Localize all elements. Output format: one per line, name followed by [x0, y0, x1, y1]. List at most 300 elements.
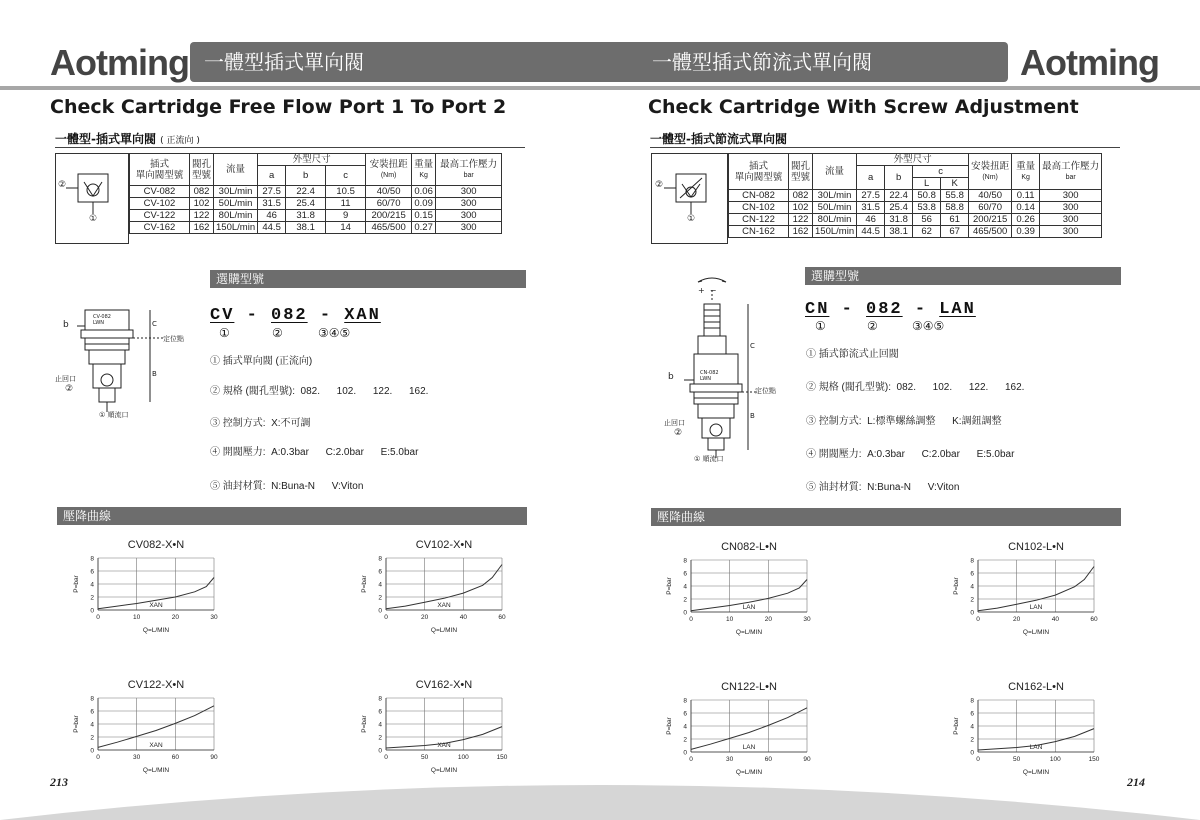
cell: 46 — [857, 214, 885, 226]
subtitle-left-text: 一體型-插式單向閥 — [55, 132, 156, 146]
spec-table-left — [129, 153, 502, 234]
chart-title: CN102-L•N — [1008, 541, 1064, 553]
table-row — [130, 186, 502, 198]
valve-symbol-right — [651, 153, 728, 244]
chart-title: CN162-L•N — [1008, 681, 1064, 693]
valve-drawing-left — [55, 300, 205, 430]
cell: 25.4 — [286, 198, 326, 210]
th-b: b — [885, 166, 913, 190]
th-pressure-text: 最高工作壓力 — [1042, 160, 1100, 172]
series-label: XAN — [437, 602, 451, 609]
cell: 300 — [1040, 202, 1102, 214]
subtitle-rule-right — [650, 147, 1120, 148]
cell: 102 — [190, 198, 214, 210]
table-row — [729, 202, 1102, 214]
drawing-b-label: b — [668, 372, 674, 382]
y-tick-label: 6 — [378, 568, 382, 576]
cell: 60/70 — [366, 198, 412, 210]
th-weight-text: 重量 — [414, 158, 434, 170]
x-tick-label: 20 — [1013, 616, 1021, 623]
cell: 60/70 — [969, 202, 1012, 214]
drawing-c-label: C — [152, 320, 157, 328]
th-weight — [412, 154, 436, 186]
y-tick-label: 2 — [683, 736, 687, 744]
x-tick-label: 30 — [210, 614, 218, 621]
cell: 150L/min — [813, 226, 857, 238]
y-tick-label: 6 — [683, 710, 687, 718]
cell: CV-162 — [130, 222, 190, 234]
x-tick-label: 40 — [459, 614, 467, 621]
x-tick-label: 50 — [1013, 756, 1021, 763]
symbol-port-1: ① — [687, 214, 696, 224]
x-tick-label: 40 — [1051, 616, 1059, 623]
y-tick-label: 8 — [90, 555, 94, 563]
chart-svg — [60, 676, 235, 776]
th-c: c — [326, 166, 366, 186]
order-code-left: CV - 082 - XAN — [210, 306, 381, 325]
x-tick-label: 30 — [133, 754, 141, 761]
cell: 0.27 — [412, 222, 436, 234]
th-torque — [969, 154, 1012, 190]
th-hole — [789, 154, 813, 190]
drawing-pos-label: 定位點 — [163, 335, 184, 343]
th-hole-text: 閥孔 型號 — [192, 158, 212, 181]
x-axis-label: Q=L/MIN — [735, 769, 763, 776]
th-hole — [190, 154, 214, 186]
y-axis-label: P=bar — [73, 575, 80, 593]
chart-title: CV082-X•N — [127, 539, 185, 551]
y-tick-label: 0 — [970, 749, 974, 757]
cell: 300 — [436, 222, 502, 234]
th-a: a — [857, 166, 885, 190]
cell: 44.5 — [857, 226, 885, 238]
th-pressure-text: 最高工作壓力 — [440, 158, 498, 170]
drawing-b-label: b — [63, 320, 69, 330]
cell: CV-082 — [130, 186, 190, 198]
th-pressure — [1040, 154, 1102, 190]
table-row — [130, 210, 502, 222]
cell: 67 — [941, 226, 969, 238]
valve-drawing-right — [660, 272, 805, 467]
cell: 31.5 — [258, 198, 286, 210]
x-tick-label: 60 — [764, 756, 772, 763]
x-tick-label: 100 — [457, 754, 469, 761]
pressure-curve-chart — [653, 538, 828, 638]
y-tick-label: 2 — [378, 594, 382, 602]
cell: 80L/min — [214, 210, 258, 222]
cell: 31.8 — [885, 214, 913, 226]
page-number-right: 214 — [1127, 775, 1145, 789]
code-part-3: XAN — [344, 306, 381, 325]
cell: 300 — [1040, 190, 1102, 202]
y-tick-label: 4 — [683, 723, 687, 731]
cell: 300 — [1040, 214, 1102, 226]
th-torque-unit: (Nm) — [380, 171, 397, 179]
banner-right — [600, 42, 1008, 82]
y-tick-label: 2 — [378, 734, 382, 742]
cell: 46 — [258, 210, 286, 222]
cell: 9 — [326, 210, 366, 222]
cell: 27.5 — [857, 190, 885, 202]
th-pressure — [436, 154, 502, 186]
x-axis-label: Q=L/MIN — [142, 627, 170, 634]
pressure-curve-chart — [60, 676, 235, 776]
chart-title: CN082-L•N — [721, 541, 777, 553]
valve-symbol-left — [55, 153, 129, 244]
cell: 44.5 — [258, 222, 286, 234]
x-tick-label: 0 — [976, 616, 980, 623]
chart-svg — [348, 676, 523, 776]
cell: 0.14 — [1012, 202, 1040, 214]
page-number-left: 213 — [50, 775, 68, 789]
option-line-4: ④ 開閥壓力: A:0.3bar C:2.0bar E:5.0bar — [210, 447, 419, 458]
y-axis-label: P=bar — [953, 577, 960, 595]
cell: 200/215 — [969, 214, 1012, 226]
x-tick-label: 0 — [689, 756, 693, 763]
curve-header-right: 壓降曲線 — [651, 508, 1121, 526]
cell: 31.8 — [286, 210, 326, 222]
chart-svg — [348, 536, 523, 636]
cell: 10.5 — [326, 186, 366, 198]
y-tick-label: 4 — [970, 583, 974, 591]
drawing-stamp: CN-082 LWN — [700, 370, 719, 382]
x-tick-label: 60 — [498, 614, 506, 621]
symbol-port-2: ② — [58, 180, 67, 190]
subtitle-left-note: ( 正流向 ) — [160, 136, 200, 146]
pressure-curve-chart — [60, 536, 235, 636]
y-tick-label: 4 — [90, 721, 94, 729]
y-tick-label: 4 — [378, 721, 382, 729]
cell: 40/50 — [366, 186, 412, 198]
y-tick-label: 8 — [378, 555, 382, 563]
cell: 082 — [789, 190, 813, 202]
cell: CN-122 — [729, 214, 789, 226]
cell: CV-102 — [130, 198, 190, 210]
y-tick-label: 0 — [683, 749, 687, 757]
cell: 50L/min — [813, 202, 857, 214]
cartridge-drawing-icon — [55, 300, 205, 430]
curve-header-left: 壓降曲線 — [57, 507, 527, 525]
order-code-right: CN - 082 - LAN — [805, 300, 976, 319]
y-tick-label: 8 — [683, 557, 687, 565]
x-tick-label: 50 — [421, 754, 429, 761]
table-row — [729, 226, 1102, 238]
option-line-1: ① 插式節流式止回閥 — [806, 349, 899, 360]
x-tick-label: 60 — [171, 754, 179, 761]
y-tick-label: 2 — [683, 596, 687, 604]
cell: 55.8 — [941, 190, 969, 202]
option-line-4: ④ 開閥壓力: A:0.3bar C:2.0bar E:5.0bar — [806, 449, 1015, 460]
y-tick-label: 0 — [970, 609, 974, 617]
drawing-port1-label: ① 順流口 — [694, 455, 724, 463]
symbol-port-1: ① — [89, 214, 98, 224]
drawing-stop-label: 止回口 — [664, 419, 685, 427]
cell: 38.1 — [885, 226, 913, 238]
th-model-text: 插式 單向閥型號 — [734, 160, 783, 183]
pressure-curve-chart — [348, 676, 523, 776]
page-title-left: Check Cartridge Free Flow Port 1 To Port 2 — [50, 96, 507, 118]
drawing-a-label: B — [750, 412, 755, 420]
x-axis-label: Q=L/MIN — [430, 627, 458, 634]
th-hole-text: 閥孔 型號 — [791, 160, 811, 183]
cell: 38.1 — [286, 222, 326, 234]
x-tick-label: 20 — [421, 614, 429, 621]
y-tick-label: 0 — [90, 747, 94, 755]
th-model-text: 插式 單向閥型號 — [135, 158, 184, 181]
cell: 58.8 — [941, 202, 969, 214]
select-header-left: 選購型號 — [210, 270, 526, 288]
check-valve-symbol-icon — [56, 154, 128, 243]
cell: 0.06 — [412, 186, 436, 198]
option-line-3: ③ 控制方式: X:不可調 — [210, 418, 311, 429]
y-tick-label: 4 — [378, 581, 382, 589]
cell: 62 — [913, 226, 941, 238]
cell: 102 — [789, 202, 813, 214]
cell: 300 — [1040, 226, 1102, 238]
series-label: XAN — [149, 602, 163, 609]
banner-right-text: 一體型插式節流式單向閥 — [652, 50, 872, 74]
throttle-check-valve-symbol-icon — [652, 154, 727, 243]
y-axis-label: P=bar — [953, 717, 960, 735]
y-tick-label: 4 — [970, 723, 974, 731]
pressure-curve-chart — [653, 678, 828, 778]
cell: 25.4 — [885, 202, 913, 214]
cell: 465/500 — [366, 222, 412, 234]
cell: CN-102 — [729, 202, 789, 214]
cell: 61 — [941, 214, 969, 226]
series-label: LAN — [742, 744, 756, 751]
y-tick-label: 4 — [90, 581, 94, 589]
th-b: b — [286, 166, 326, 186]
y-tick-label: 6 — [378, 708, 382, 716]
x-axis-label: Q=L/MIN — [142, 767, 170, 774]
drawing-pos-label: 定位點 — [755, 387, 776, 395]
th-model — [130, 154, 190, 186]
y-axis-label: P=bar — [361, 715, 368, 733]
cell: 53.8 — [913, 202, 941, 214]
cell: 122 — [789, 214, 813, 226]
table-row — [729, 214, 1102, 226]
cell: 11 — [326, 198, 366, 210]
y-tick-label: 8 — [90, 695, 94, 703]
cell: 31.5 — [857, 202, 885, 214]
cell: 300 — [436, 210, 502, 222]
chart-title: CV102-X•N — [415, 539, 473, 551]
th-dims: 外型尺寸 — [857, 154, 969, 166]
cell: CN-082 — [729, 190, 789, 202]
drawing-a-label: B — [152, 370, 157, 378]
chart-title: CN122-L•N — [721, 681, 777, 693]
cell: 200/215 — [366, 210, 412, 222]
cell: 150L/min — [214, 222, 258, 234]
y-tick-label: 0 — [90, 607, 94, 615]
code-num-2: ② — [867, 319, 878, 333]
cell: 80L/min — [813, 214, 857, 226]
cell: 56 — [913, 214, 941, 226]
brand-logo-left: Aotming — [50, 42, 189, 83]
y-tick-label: 2 — [970, 596, 974, 604]
y-axis-label: P=bar — [361, 575, 368, 593]
th-pressure-unit: bar — [1065, 173, 1076, 181]
th-weight-text: 重量 — [1016, 160, 1036, 172]
y-tick-label: 8 — [683, 697, 687, 705]
banner-left — [190, 42, 610, 82]
y-tick-label: 8 — [970, 557, 974, 565]
code-num-3: ③④⑤ — [912, 319, 945, 333]
drawing-port1-label: ① 順流口 — [99, 411, 129, 419]
cell: 40/50 — [969, 190, 1012, 202]
th-dims: 外型尺寸 — [258, 154, 366, 166]
x-tick-label: 0 — [96, 754, 100, 761]
y-tick-label: 0 — [683, 609, 687, 617]
cell: 122 — [190, 210, 214, 222]
y-axis-label: P=bar — [73, 715, 80, 733]
x-tick-label: 0 — [976, 756, 980, 763]
x-tick-label: 20 — [171, 614, 179, 621]
th-torque-unit: (Nm) — [982, 173, 998, 181]
cell: 0.15 — [412, 210, 436, 222]
x-tick-label: 0 — [689, 616, 693, 623]
option-line-2: ② 規格 (閥孔型號): 082. 102. 122. 162. — [806, 382, 1025, 393]
th-pressure-unit: bar — [463, 171, 474, 179]
y-tick-label: 8 — [378, 695, 382, 703]
th-torque-text: 安裝扭距 — [369, 158, 408, 170]
cell: 465/500 — [969, 226, 1012, 238]
cell: CV-122 — [130, 210, 190, 222]
footer-wave — [0, 770, 1200, 820]
code-num-1: ① — [815, 319, 826, 333]
y-axis-label: P=bar — [666, 717, 673, 735]
cell: CN-162 — [729, 226, 789, 238]
option-line-1: ① 插式單向閥 (正流向) — [210, 356, 313, 367]
header-rule — [0, 86, 1200, 90]
code-part-1: CV — [210, 306, 235, 325]
chart-svg — [60, 536, 235, 636]
y-tick-label: 2 — [90, 594, 94, 602]
series-label: LAN — [1029, 744, 1043, 751]
th-c: c — [913, 166, 969, 178]
th-flow: 流量 — [813, 154, 857, 190]
banner-left-text: 一體型插式單向閥 — [204, 50, 364, 74]
cell: 14 — [326, 222, 366, 234]
subtitle-left — [55, 130, 200, 147]
y-axis-label: P=bar — [666, 577, 673, 595]
chart-svg — [653, 538, 828, 638]
x-axis-label: Q=L/MIN — [1022, 769, 1050, 776]
drawing-stop-label: 止回口 — [55, 375, 76, 383]
cell: 30L/min — [214, 186, 258, 198]
table-row — [729, 190, 1102, 202]
table-row — [130, 198, 502, 210]
chart-svg — [940, 538, 1115, 638]
x-axis-label: Q=L/MIN — [430, 767, 458, 774]
th-torque — [366, 154, 412, 186]
th-torque-text: 安裝扭距 — [971, 160, 1010, 172]
y-tick-label: 6 — [90, 708, 94, 716]
y-tick-label: 4 — [683, 583, 687, 591]
drawing-stamp: CV-082 LWN — [93, 314, 111, 326]
y-tick-label: 6 — [970, 570, 974, 578]
y-tick-label: 0 — [378, 747, 382, 755]
select-header-right: 選購型號 — [805, 267, 1121, 285]
drawing-rot-label: + − — [698, 286, 717, 295]
cell: 300 — [436, 186, 502, 198]
table-row — [130, 222, 502, 234]
chart-svg — [940, 678, 1115, 778]
pressure-curve-chart — [348, 536, 523, 636]
code-num-2: ② — [272, 326, 283, 340]
series-label: XAN — [437, 742, 451, 749]
y-tick-label: 2 — [970, 736, 974, 744]
y-tick-label: 6 — [970, 710, 974, 718]
cell: 22.4 — [885, 190, 913, 202]
option-line-5: ⑤ 油封材質: N:Buna-N V:Viton — [806, 482, 960, 493]
x-tick-label: 10 — [726, 616, 734, 623]
x-axis-label: Q=L/MIN — [735, 629, 763, 636]
code-part-2: 082 — [866, 300, 903, 319]
x-tick-label: 90 — [210, 754, 218, 761]
cell: 162 — [190, 222, 214, 234]
subtitle-rule-left — [55, 147, 525, 148]
spec-table-right — [728, 153, 1102, 238]
cell: 0.09 — [412, 198, 436, 210]
th-K: K — [941, 178, 969, 190]
chart-title: CV122-X•N — [127, 679, 185, 691]
th-a: a — [258, 166, 286, 186]
th-weight-unit: Kg — [419, 171, 428, 179]
th-L: L — [913, 178, 941, 190]
series-label: XAN — [149, 742, 163, 749]
cell: 27.5 — [258, 186, 286, 198]
x-tick-label: 10 — [133, 614, 141, 621]
cell: 30L/min — [813, 190, 857, 202]
drawing-c-label: C — [750, 342, 755, 350]
brand-logo-right: Aotming — [1020, 42, 1159, 83]
code-part-1: CN — [805, 300, 830, 319]
cell: 300 — [436, 198, 502, 210]
cell: 22.4 — [286, 186, 326, 198]
subtitle-right: 一體型-插式節流式單向閥 — [650, 132, 787, 146]
drawing-port2-label: ② — [674, 428, 683, 438]
x-tick-label: 100 — [1049, 756, 1061, 763]
cell: 0.11 — [1012, 190, 1040, 202]
x-tick-label: 20 — [764, 616, 772, 623]
y-tick-label: 2 — [90, 734, 94, 742]
cell: 50L/min — [214, 198, 258, 210]
y-tick-label: 0 — [378, 607, 382, 615]
chart-svg — [653, 678, 828, 778]
series-label: LAN — [742, 604, 756, 611]
drawing-port2-label: ② — [65, 384, 74, 394]
pressure-curve-chart — [940, 538, 1115, 638]
cell: 162 — [789, 226, 813, 238]
x-tick-label: 60 — [1090, 616, 1098, 623]
x-tick-label: 0 — [384, 614, 388, 621]
th-model — [729, 154, 789, 190]
y-tick-label: 8 — [970, 697, 974, 705]
option-line-2: ② 規格 (閥孔型號): 082. 102. 122. 162. — [210, 386, 429, 397]
th-flow: 流量 — [214, 154, 258, 186]
x-tick-label: 0 — [384, 754, 388, 761]
chart-title: CV162-X•N — [415, 679, 473, 691]
x-tick-label: 30 — [803, 616, 811, 623]
code-part-3: LAN — [939, 300, 976, 319]
page-title-right: Check Cartridge With Screw Adjustment — [648, 96, 1079, 118]
x-tick-label: 150 — [496, 754, 508, 761]
cell: 0.26 — [1012, 214, 1040, 226]
x-tick-label: 90 — [803, 756, 811, 763]
series-label: LAN — [1029, 604, 1043, 611]
